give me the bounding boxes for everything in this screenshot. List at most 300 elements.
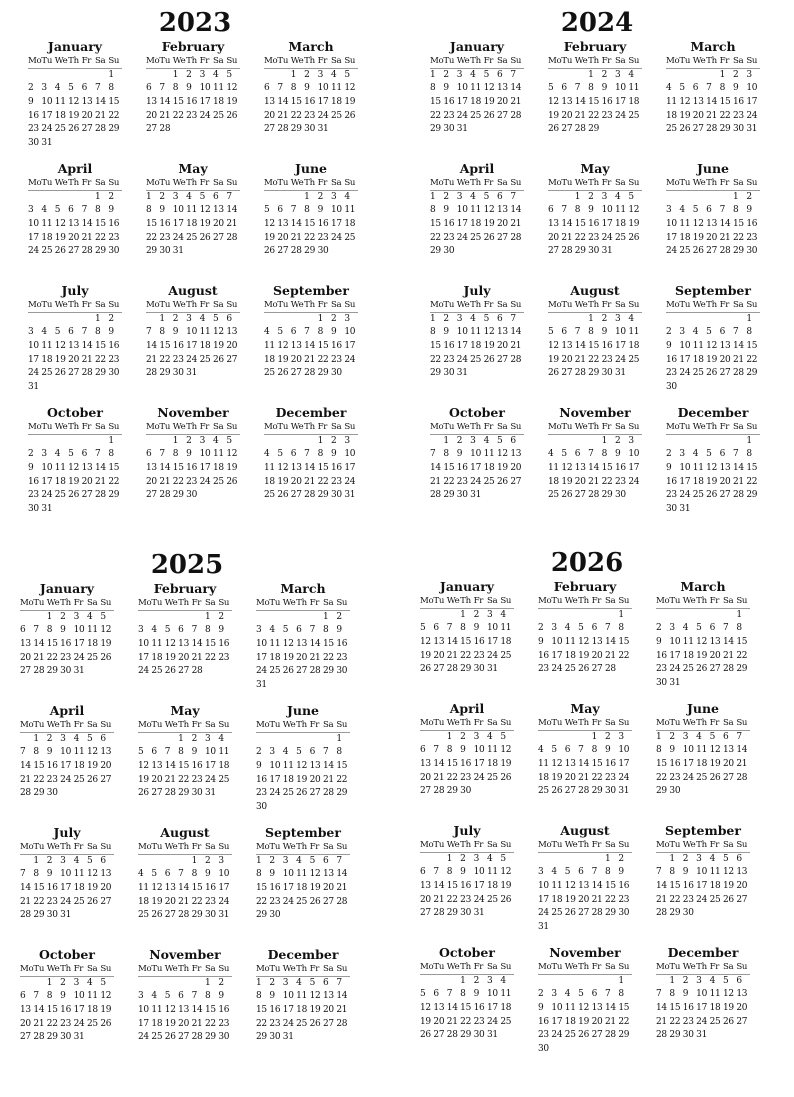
day-number: 31 [256,680,267,691]
day-number: 24 [269,788,281,799]
day-grid [666,177,760,259]
empty-cell [310,611,323,625]
day-number: 26 [706,368,718,379]
empty-cell [565,731,578,745]
day-number: 21 [732,476,744,487]
day-number: 11 [470,205,482,216]
day-number: 21 [226,218,238,229]
day-number: 16 [443,96,455,107]
month-name: June [286,703,320,718]
weekday-header: Th [588,421,601,435]
empty-cell [706,191,719,205]
day-number: 9 [746,205,752,216]
month-july [420,824,514,921]
day-number: 9 [186,449,192,460]
day-number: 20 [20,652,31,663]
weekday-header: Su [510,421,523,435]
day-number: 3 [456,69,463,80]
day-number: 13 [296,638,308,649]
day-number: 23 [108,354,120,365]
day-number: 19 [309,882,321,893]
weekday-header: Sa [331,299,344,313]
day-number: 16 [269,1004,281,1015]
day-number: 1 [618,975,624,986]
day-number: 11 [470,83,482,94]
day-number: 15 [588,96,600,107]
day-number: 2 [732,69,739,80]
day-number: 29 [336,788,348,799]
month-name: September [665,823,741,838]
day-number: 5 [578,989,584,1000]
day-number: 5 [264,205,270,216]
day-grid [666,421,760,517]
empty-cell [68,313,81,327]
day-number: 1 [178,733,184,744]
weekday-header: Tu [679,299,692,313]
day-grid [538,839,632,935]
day-number: 29 [601,490,613,501]
day-number: 8 [146,205,152,216]
weekday-header: Su [510,55,523,69]
day-number: 9 [159,205,165,216]
weekday-header: Fr [192,719,205,733]
day-number: 2 [538,623,544,634]
day-number: 12 [151,882,163,893]
day-number: 14 [159,96,171,107]
day-number: 25 [682,664,694,675]
weekday-header: Th [706,299,719,313]
month-name: April [49,703,85,718]
weekday-header: Fr [710,717,723,731]
day-number: 31 [538,922,549,933]
day-number: 6 [496,313,503,324]
day-number: 3 [330,191,337,202]
day-number: 29 [172,490,184,501]
day-number: 15 [317,340,329,351]
day-number: 3 [486,609,493,620]
day-number: 13 [81,96,93,107]
month-name: May [570,701,600,716]
day-number: 30 [538,1044,549,1055]
weekday-header: Su [344,55,357,69]
empty-cell [28,435,41,449]
month-july [430,284,524,381]
day-number: 8 [304,205,310,216]
empty-cell [679,313,692,327]
day-number: 24 [138,666,149,677]
month-september [264,284,358,381]
day-number: 20 [706,232,718,243]
month-name: July [453,823,481,838]
day-number: 26 [696,664,708,675]
day-number: 5 [68,83,74,94]
day-number: 22 [317,354,329,365]
day-number: 26 [100,652,112,663]
weekday-header: Th [696,961,709,975]
day-number: 7 [304,327,310,338]
day-number: 24 [551,1030,563,1041]
day-number: 4 [212,69,219,80]
day-number: 26 [54,246,66,257]
weekday-header: Th [470,55,483,69]
weekday-header: We [173,177,186,191]
weekday-header: We [447,839,460,853]
day-number: 3 [344,313,350,324]
weekday-header: Tu [41,421,54,435]
day-number: 14 [94,96,106,107]
day-number: 7 [574,83,581,94]
day-number: 2 [317,191,323,202]
day-number: 12 [100,991,112,1002]
day-number: 10 [538,880,549,891]
day-number: 3 [618,731,624,742]
day-number: 30 [204,910,216,921]
day-number: 11 [692,462,704,473]
weekday-header: Tu [269,841,282,855]
day-number: 18 [264,476,275,487]
weekday-header: Fr [602,177,615,191]
day-number: 27 [290,490,302,501]
day-number: 8 [460,989,466,1000]
day-number: 24 [456,232,468,243]
day-number: 21 [309,652,321,663]
day-number: 27 [178,666,190,677]
day-number: 29 [460,1030,472,1041]
day-number: 30 [443,368,455,379]
day-number: 11 [679,218,691,229]
day-number: 17 [256,652,267,663]
day-number: 15 [94,340,106,351]
empty-cell [551,609,564,623]
day-number: 21 [164,774,176,785]
day-number: 4 [500,609,506,620]
day-number: 18 [470,340,482,351]
day-grid [138,963,232,1045]
day-number: 29 [317,368,329,379]
day-number: 1 [430,69,436,80]
day-grid [420,717,514,799]
day-number: 19 [68,476,80,487]
day-number: 3 [138,625,144,636]
day-number: 2 [218,611,224,622]
month-name: January [449,39,505,54]
day-number: 25 [628,110,640,121]
day-number: 25 [54,490,66,501]
day-number: 10 [60,747,72,758]
day-number: 11 [86,625,98,636]
day-number: 10 [73,625,85,636]
day-number: 26 [561,490,573,501]
day-number: 21 [433,894,445,905]
month-name: August [168,283,218,298]
day-number: 26 [212,354,224,365]
day-number: 9 [456,449,463,460]
day-number: 24 [551,664,563,675]
day-number: 12 [309,869,321,880]
day-number: 23 [456,476,468,487]
empty-cell [420,731,433,745]
empty-cell [264,435,277,449]
day-number: 30 [330,368,342,379]
day-number: 8 [191,869,197,880]
day-number: 21 [604,1016,616,1027]
day-number: 21 [574,354,586,365]
weekday-header: Fr [720,299,733,313]
day-number: 30 [682,1030,694,1041]
weekday-header: We [165,597,178,611]
weekday-header: Fr [474,961,487,975]
day-number: 5 [483,191,489,202]
day-number: 18 [679,232,691,243]
day-number: 24 [746,110,758,121]
day-number: 25 [709,894,721,905]
day-number: 22 [736,650,748,661]
day-number: 25 [138,910,149,921]
empty-cell [548,435,561,449]
day-number: 14 [510,83,522,94]
day-number: 17 [73,638,85,649]
empty-cell [605,609,618,623]
day-number: 26 [282,666,294,677]
day-number: 15 [172,462,184,473]
day-number: 14 [304,340,316,351]
day-number: 2 [60,977,66,988]
day-number: 14 [430,462,441,473]
day-number: 3 [28,327,34,338]
day-number: 9 [336,625,342,636]
day-number: 20 [178,652,190,663]
weekday-header: Su [618,961,631,975]
day-number: 16 [256,774,267,785]
day-number: 31 [746,124,758,135]
day-number: 27 [100,774,112,785]
year-title: 2023 [158,8,232,38]
empty-cell [578,609,591,623]
day-number: 13 [709,636,721,647]
day-number: 7 [732,327,739,338]
day-number: 20 [736,1002,748,1013]
month-name: November [157,405,229,420]
day-number: 21 [706,110,718,121]
day-number: 18 [151,652,163,663]
month-name: January [47,39,103,54]
day-number: 19 [199,218,211,229]
empty-cell [28,69,41,83]
day-number: 27 [722,772,734,783]
day-number: 7 [588,449,594,460]
day-number: 15 [256,1004,267,1015]
day-number: 1 [574,191,581,202]
weekday-header: Th [578,595,591,609]
day-number: 20 [420,772,431,783]
day-number: 13 [290,340,302,351]
day-number: 9 [304,83,310,94]
day-number: 17 [317,96,329,107]
weekday-header: Mo [538,595,551,609]
day-grid [256,963,350,1045]
month-name: June [294,161,328,176]
day-grid [146,299,240,381]
day-number: 16 [46,882,58,893]
day-number: 16 [443,340,455,351]
day-number: 21 [578,772,590,783]
day-number: 29 [618,1030,630,1041]
day-number: 23 [108,232,120,243]
month-april [420,702,514,799]
day-number: 11 [470,327,482,338]
day-number: 5 [679,83,685,94]
day-number: 1 [604,853,611,864]
day-number: 20 [277,232,289,243]
day-number: 3 [486,975,493,986]
empty-cell [178,611,191,625]
day-number: 10 [186,327,198,338]
day-number: 29 [736,664,748,675]
month-name: July [463,283,491,298]
day-number: 17 [614,96,626,107]
day-number: 6 [574,449,581,460]
day-grid [20,597,114,679]
day-number: 18 [614,218,626,229]
empty-cell [447,609,460,623]
day-number: 11 [296,991,308,1002]
day-number: 4 [218,733,224,744]
weekday-header: Sa [205,719,218,733]
day-number: 16 [682,1002,694,1013]
weekday-header: Mo [430,299,443,313]
weekday-header: Mo [656,839,669,853]
day-number: 22 [146,232,157,243]
day-number: 9 [269,869,275,880]
empty-cell [277,435,290,449]
day-grid [430,55,524,137]
day-number: 10 [473,745,485,756]
weekday-header: Sa [487,595,500,609]
day-number: 23 [172,354,184,365]
weekday-header: Sa [733,177,746,191]
day-number: 8 [446,745,453,756]
month-name: October [47,405,103,420]
empty-cell [605,975,618,989]
weekday-header: Mo [656,961,669,975]
day-grid [20,719,114,801]
day-number: 21 [722,650,734,661]
day-number: 6 [322,855,329,866]
day-grid [430,421,524,503]
day-number: 9 [28,462,34,473]
day-number: 22 [591,772,603,783]
day-number: 6 [561,83,567,94]
weekday-header: Fr [484,55,497,69]
day-number: 16 [538,650,549,661]
day-number: 23 [682,1016,694,1027]
day-number: 20 [81,110,93,121]
day-number: 30 [172,368,184,379]
day-number: 28 [304,490,316,501]
day-number: 9 [443,205,449,216]
day-number: 5 [164,625,171,636]
weekday-header: Fr [602,299,615,313]
day-number: 23 [186,110,198,121]
day-number: 8 [46,625,53,636]
day-number: 1 [746,435,752,446]
day-number: 10 [473,867,485,878]
day-number: 16 [336,638,348,649]
day-number: 27 [277,246,289,257]
day-number: 19 [420,1016,431,1027]
day-number: 25 [41,368,53,379]
day-number: 26 [86,896,98,907]
day-number: 28 [226,232,238,243]
day-number: 16 [330,340,342,351]
day-number: 15 [669,880,681,891]
day-number: 25 [500,650,512,661]
day-number: 18 [54,476,66,487]
weekday-header: Fr [192,597,205,611]
weekday-header: Mo [420,595,433,609]
day-number: 11 [486,745,498,756]
day-number: 12 [692,218,704,229]
empty-cell [420,975,433,989]
day-number: 18 [709,880,721,891]
weekday-header: We [47,841,60,855]
day-number: 8 [574,205,581,216]
empty-cell [592,975,605,989]
day-number: 20 [496,218,508,229]
day-number: 27 [496,110,508,121]
day-number: 15 [446,880,458,891]
day-number: 20 [564,772,576,783]
day-number: 19 [548,110,559,121]
day-number: 7 [94,449,101,460]
day-number: 21 [736,758,748,769]
day-number: 3 [473,853,479,864]
day-number: 18 [73,760,85,771]
month-december [666,406,760,517]
day-number: 26 [709,772,721,783]
weekday-header: Th [186,177,199,191]
empty-cell [683,609,696,623]
day-number: 24 [614,110,626,121]
day-number: 12 [706,462,718,473]
day-number: 1 [290,69,297,80]
day-number: 15 [178,760,190,771]
day-number: 3 [73,977,79,988]
month-name: December [267,947,339,962]
weekday-header: Fr [192,841,205,855]
day-number: 26 [706,490,718,501]
day-number: 28 [446,1030,458,1041]
day-number: 7 [446,623,453,634]
day-number: 29 [430,368,441,379]
day-number: 12 [277,462,289,473]
day-number: 3 [551,989,557,1000]
day-number: 6 [290,449,297,460]
weekday-header: Sa [87,841,100,855]
weekday-header: We [291,177,304,191]
day-number: 2 [330,435,337,446]
day-number: 24 [696,1016,708,1027]
day-number: 25 [709,1016,721,1027]
weekday-header: Su [344,421,357,435]
day-number: 7 [510,69,516,80]
weekday-header: Sa [615,299,628,313]
empty-cell [68,191,81,205]
day-number: 24 [28,368,39,379]
day-number: 7 [20,869,26,880]
day-number: 24 [486,650,498,661]
empty-cell [165,611,178,625]
